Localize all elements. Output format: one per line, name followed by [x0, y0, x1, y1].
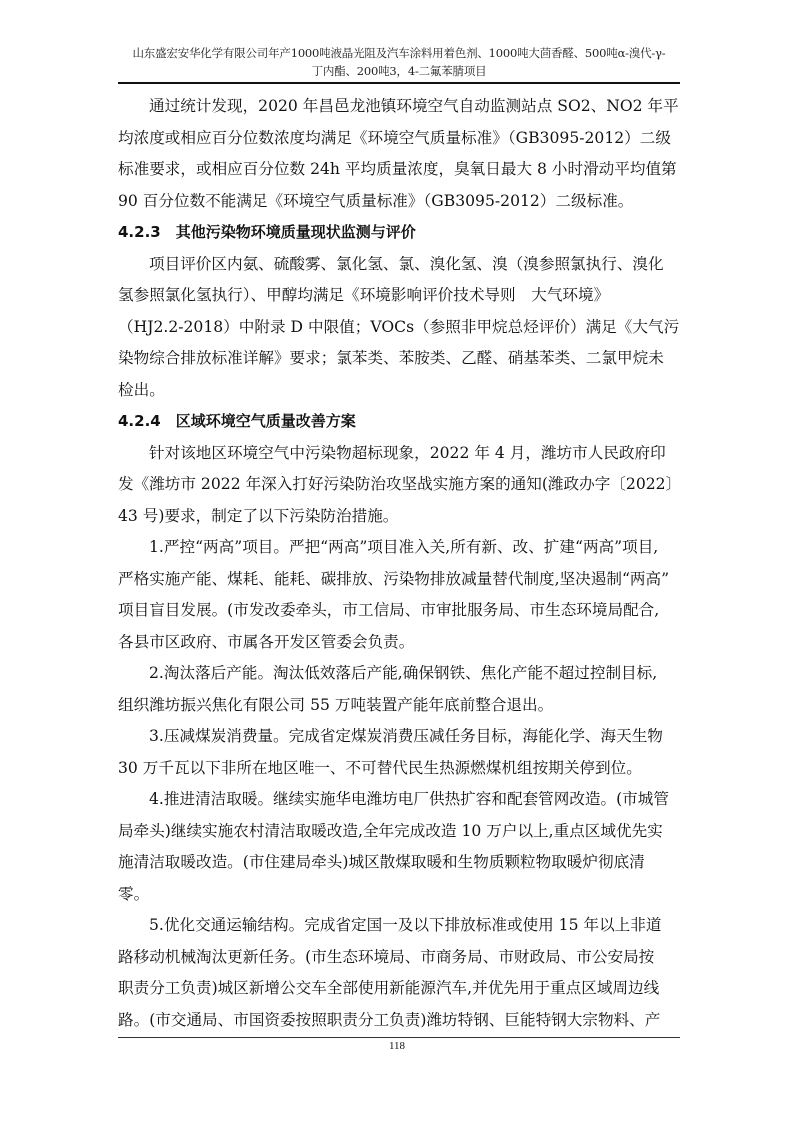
section-heading-4-2-4: 4.2.4 区域环境空气质量改善方案 — [118, 412, 356, 430]
header-title-line-2: 丁内酯、200吨3，4-二氟苯腈项目 — [311, 64, 487, 78]
paragraph-line: 标准要求，或相应百分位数 24h 平均质量浓度，臭氧日最大 8 小时滑动平均值第 — [118, 160, 677, 178]
paragraph-line: 发《潍坊市 2022 年深入打好污染防治攻坚战实施方案的通知(潍政办字〔2022〕 — [118, 475, 682, 493]
measure-1-line: 各县市区政府、市属各开发区管委会负责。 — [118, 632, 415, 651]
paragraph-line: 90 百分位数不能满足《环境空气质量标准》（GB3095-2012）二级标准。 — [118, 191, 634, 210]
measure-5-line: 5.优化交通运输结构。完成省定国一及以下排放标准或使用 15 年以上非道 — [149, 916, 662, 934]
paragraph-line: 氢参照氯化氢执行）、甲醇均满足《环境影响评价技术导则 大气环境》 — [118, 286, 610, 304]
paragraph-line: 项目评价区内氨、硫酸雾、氯化氢、氯、溴化氢、溴（溴参照氯执行、溴化 — [149, 254, 664, 273]
paragraph-line: 通过统计发现，2020 年昌邑龙池镇环境空气自动监测站点 SO2、NO2 年平 — [149, 97, 679, 115]
measure-4-line: 零。 — [118, 884, 150, 903]
measure-3-line: 30 万千瓦以下非所在地区唯一、不可替代民生热源燃煤机组按期关停到位。 — [118, 758, 642, 777]
paragraph-line: 43 号)要求，制定了以下污染防治措施。 — [118, 506, 399, 525]
paragraph-line: 针对该地区环境空气中污染物超标现象，2022 年 4 月，潍坊市人民政府印 — [149, 443, 666, 462]
measure-5-line: 路移动机械淘汰更新任务。(市生态环境局、市商务局、市财政局、市公安局按 — [118, 947, 655, 966]
running-header — [118, 44, 680, 80]
page-number: 118 — [388, 1040, 406, 1052]
measure-5-line: 路。(市交通局、市国资委按照职责分工负责)潍坊特钢、巨能特钢大宗物料、产 — [118, 1010, 661, 1029]
measure-1-line: 1.严控“两高”项目。严把“两高”项目准入关,所有新、改、扩建“两高”项目, — [149, 538, 659, 556]
footer-rule — [118, 1037, 680, 1038]
measure-4-line: 4.推进清洁取暖。继续实施华电潍坊电厂供热扩容和配套管网改造。(市城管 — [149, 790, 669, 808]
header-title-line-1: 山东盛宏安华化学有限公司年产1000吨液晶光阻及汽车涂料用着色剂、1000吨大茴香醛、500吨α-溴代-γ- — [132, 46, 666, 60]
measure-5-line: 职责分工负责)城区新增公交车全部使用新能源汽车,并优先用于重点区域周边线 — [118, 979, 660, 997]
paragraph-line: 检出。 — [118, 380, 165, 399]
measure-1-line: 项目盲目发展。(市发改委牵头，市工信局、市审批服务局、市生态环境局配合, — [118, 601, 660, 619]
measure-2-line: 2.淘汰落后产能。淘汰低效落后产能,确保钢铁、焦化产能不超过控制目标, — [149, 664, 658, 682]
paragraph-line: （HJ2.2-2018）中附录 D 中限值；VOCs（参照非甲烷总烃评价）满足《大气污 — [118, 317, 680, 336]
section-heading-4-2-3: 4.2.3 其他污染物环境质量现状监测与评价 — [118, 223, 416, 241]
measure-1-line: 严格实施产能、煤耗、能耗、碳排放、污染物排放减量替代制度,坚决遏制“两高” — [118, 569, 670, 588]
paragraph-line: 染物综合排放标准详解》要求；氯苯类、苯胺类、乙醛、硝基苯类、二氯甲烷未 — [118, 349, 664, 367]
paragraph-line: 均浓度或相应百分位数浓度均满足《环境空气质量标准》（GB3095-2012）二级 — [118, 128, 671, 147]
measure-2-line: 组织潍坊振兴焦化有限公司 55 万吨装置产能年底前整合退出。 — [118, 695, 554, 714]
measure-3-line: 3.压减煤炭消费量。完成省定煤炭消费压减任务目标，海能化学、海天生物 — [149, 727, 663, 745]
page-body — [118, 91, 680, 1036]
measure-4-line: 施清洁取暖改造。(市住建局牵头)城区散煤取暖和生物质颗粒物取暖炉彻底清 — [118, 853, 645, 871]
header-rule — [118, 82, 680, 84]
measure-4-line: 局牵头)继续实施农村清洁取暖改造,全年完成改造 10 万户以上,重点区域优先实 — [118, 821, 663, 840]
